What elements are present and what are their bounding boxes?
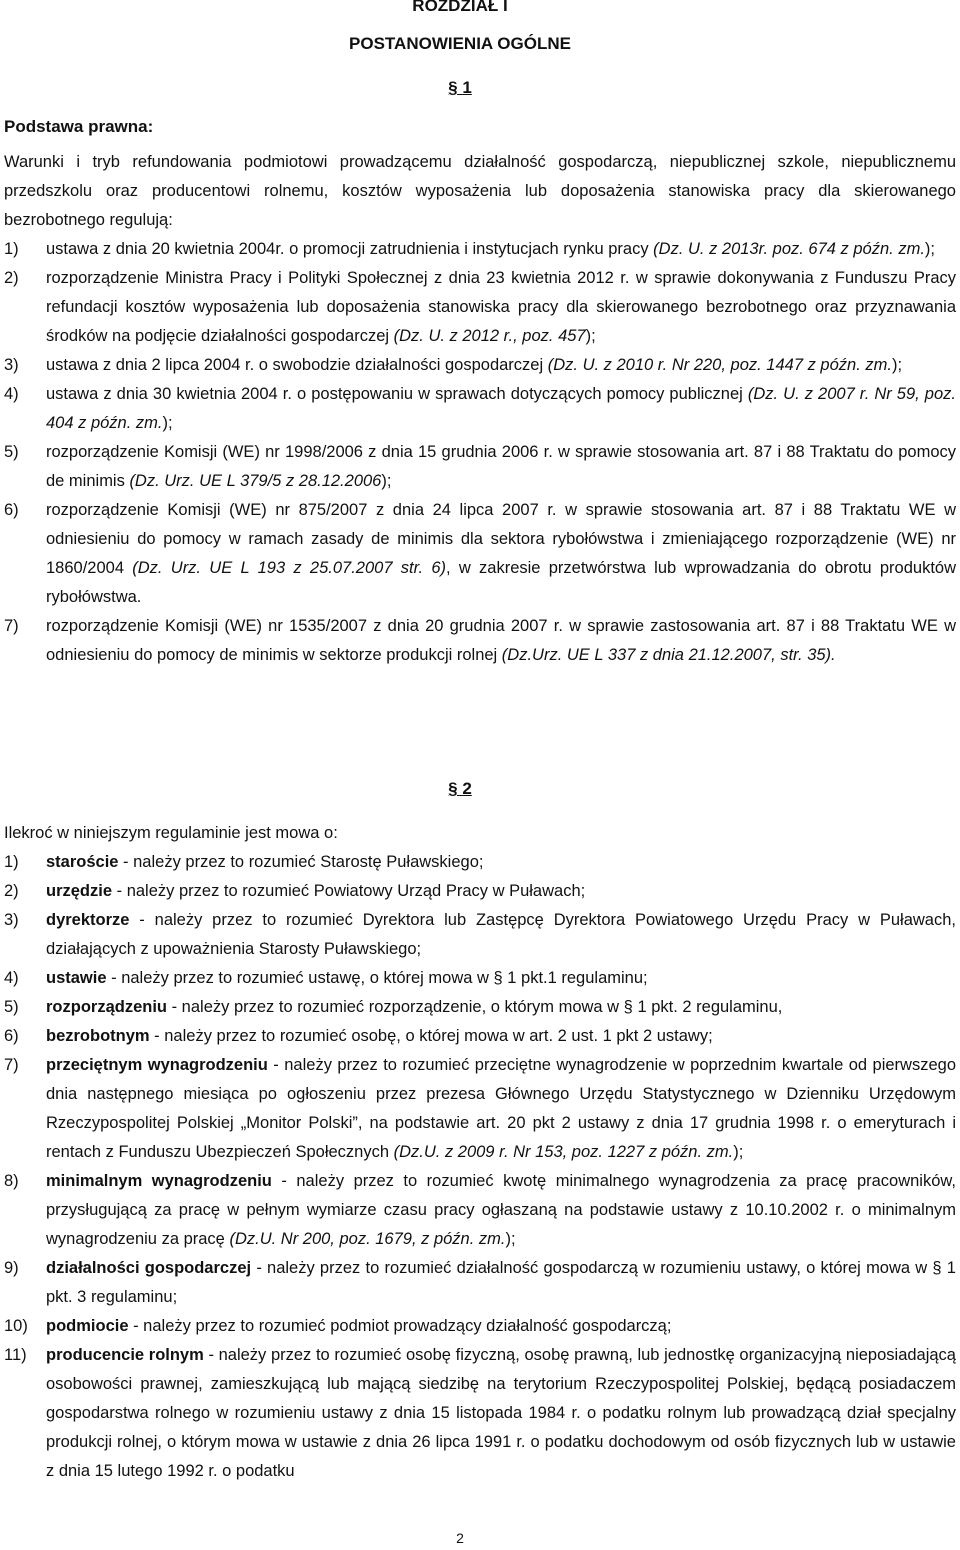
definition-item — [4, 964, 956, 993]
legal-basis-heading: Podstawa prawna: — [4, 117, 154, 136]
item-number: 3) — [4, 356, 19, 374]
definition-item — [4, 993, 956, 1022]
page-number: 2 — [456, 1530, 464, 1546]
definitions-list — [4, 848, 956, 1486]
item-number: 2) — [4, 882, 19, 900]
item-number: 7) — [4, 1056, 19, 1074]
item-reference: (Dz. U. z 2012 r., poz. 457 — [393, 327, 586, 345]
legal-basis-item — [4, 496, 956, 612]
section-1-intro: Warunki i tryb refundowania podmiotowi prowadzącemu działalność gospodarczą, niepublicznej szkole, niepublicznemu przedszkolu oraz producentowi rolnemu, kosztów wyposażenia lub doposażenia stanowiska pracy dla skierowanego bezrobotnego regulują: — [4, 153, 956, 229]
chapter-title: ROZDZIAŁ I — [412, 0, 508, 15]
section-1-marker: § 1 — [448, 78, 472, 97]
item-number: 5) — [4, 443, 19, 461]
item-number: 4) — [4, 385, 19, 403]
definition-item — [4, 1022, 956, 1051]
item-text: - należy przez to rozumieć osobę, o której mowa w art. 2 ust. 1 pkt 2 ustawy; — [149, 1027, 713, 1045]
defined-term: bezrobotnym — [46, 1027, 150, 1045]
definition-item — [4, 1312, 956, 1341]
section-2-intro: Ilekroć w niniejszym regulaminie jest mowa o: — [4, 824, 338, 842]
defined-term: ustawie — [46, 969, 107, 987]
item-text: rozporządzenie Komisji (WE) nr 1998/2006 z dnia 15 grudnia 2006 r. w sprawie stosowania art. 87 i 88 Traktatu do pomocy de minimis — [46, 443, 956, 490]
item-text: rozporządzenie Ministra Pracy i Polityki Społecznej z dnia 23 kwietnia 2012 r. w sprawie dokonywania z Funduszu Pracy refundacji kosztów wyposażenia lub doposażenia stanowiska pracy dla skierowanego bezrobotnego oraz przyznawania środków na podjęcie działalności gospodarczej — [46, 269, 956, 345]
item-tail: ); — [891, 356, 903, 374]
legal-basis-list — [4, 235, 956, 670]
item-tail: ); — [585, 327, 596, 345]
item-reference: (Dz. Urz. UE L 379/5 z 28.12.2006 — [129, 472, 382, 490]
defined-term: rozporządzeniu — [46, 998, 168, 1016]
item-number: 6) — [4, 1027, 19, 1045]
legal-basis-item — [4, 612, 956, 670]
item-text: - należy przez to rozumieć ustawę, o której mowa w § 1 pkt.1 regulaminu; — [106, 969, 648, 987]
definition-item — [4, 1051, 956, 1167]
defined-term: producencie rolnym — [46, 1346, 204, 1364]
item-text: - należy przez to rozumieć rozporządzenie, o którym mowa w § 1 pkt. 2 regulaminu, — [167, 998, 783, 1016]
item-number: 4) — [4, 969, 19, 987]
item-tail: , w zakresie przetwórstwa lub wprowadzania do obrotu produktów rybołówstwa. — [46, 559, 956, 606]
item-reference: (Dz.Urz. UE L 337 z dnia 21.12.2007, str. 35). — [501, 646, 836, 664]
item-text: - należy przez to rozumieć podmiot prowadzący działalność gospodarczą; — [128, 1317, 672, 1335]
item-text: - należy przez to rozumieć kwotę minimalnego wynagrodzenia za pracę pracowników, przysługującą za pracę w pełnym wymiarze czasu pracy ogłaszaną na podstawie ustawy z 10.10.2002 r. o minimalnym wynagrodzeniu za pracę — [46, 1172, 956, 1248]
definition-item — [4, 848, 956, 877]
item-reference: (Dz.U. Nr 200, poz. 1679, z późn. zm. — [224, 1230, 506, 1248]
item-text: ustawa z dnia 2 lipca 2004 r. o swobodzie działalności gospodarczej — [46, 356, 548, 374]
item-tail: ); — [924, 240, 936, 258]
item-text: ustawa z dnia 30 kwietnia 2004 r. o postępowaniu w sprawach dotyczących pomocy publicznej — [46, 385, 748, 403]
definition-item — [4, 877, 956, 906]
defined-term: przeciętnym wynagrodzeniu — [46, 1056, 268, 1074]
item-number: 1) — [4, 853, 19, 871]
item-text: - należy przez to rozumieć działalność gospodarczą w rozumieniu ustawy, o której mowa w § 1 pkt. 3 regulaminu; — [46, 1259, 956, 1306]
item-text: ustawa z dnia 20 kwietnia 2004r. o promocji zatrudnienia i instytucjach rynku pracy — [46, 240, 654, 258]
item-reference: (Dz. U. z 2007 r. Nr 59, poz. 404 z późn. zm. — [46, 385, 956, 432]
item-tail: ); — [733, 1143, 744, 1161]
item-number: 6) — [4, 501, 19, 519]
item-number: 8) — [4, 1172, 19, 1190]
item-number: 5) — [4, 998, 19, 1016]
legal-basis-item — [4, 235, 956, 264]
item-text: - należy przez to rozumieć Dyrektora lub Zastępcę Dyrektora Powiatowego Urzędu Pracy w Puławach, działających z upoważnienia Starosty Puławskiego; — [46, 911, 956, 958]
defined-term: działalności gospodarczej — [46, 1259, 252, 1277]
definition-item — [4, 1254, 956, 1312]
definition-item — [4, 1167, 956, 1254]
item-tail: ); — [505, 1230, 516, 1248]
defined-term: dyrektorze — [46, 911, 130, 929]
item-number: 2) — [4, 269, 19, 287]
item-number: 1) — [4, 240, 19, 258]
item-number: 11) — [4, 1346, 27, 1364]
legal-basis-item — [4, 380, 956, 438]
defined-term: podmiocie — [46, 1317, 129, 1335]
item-reference: (Dz. Urz. UE L 193 z 25.07.2007 str. 6) — [132, 559, 446, 577]
legal-basis-item — [4, 438, 956, 496]
section-2-marker: § 2 — [448, 779, 472, 798]
item-reference: (Dz.U. z 2009 r. Nr 153, poz. 1227 z późn. zm. — [389, 1143, 734, 1161]
legal-basis-item — [4, 351, 956, 380]
item-text: - należy przez to rozumieć osobę fizyczną, osobę prawną, lub jednostkę organizacyjną nieposiadającą osobowości prawnej, zamieszkującą lub mającą siedzibę na terytorium Rzeczypospolitej Polskiej, będącą posiadaczem gospodarstwa rolnego w rozumieniu ustawy z dnia 15 listopada 1984 r. o podatku rolnym lub prowadzącą dział specjalny produkcji rolnej, o którym mowa w ustawie z dnia 26 lipca 1991 r. o podatku dochodowym od osób fizycznych lub w ustawie z dnia 15 lutego 1992 r. o podatku — [46, 1346, 956, 1480]
item-number: 10) — [4, 1317, 28, 1335]
item-number: 7) — [4, 617, 19, 635]
item-number: 9) — [4, 1259, 19, 1277]
item-text: - należy przez to rozumieć Starostę Puławskiego; — [118, 853, 484, 871]
item-tail: ); — [381, 472, 392, 490]
item-tail: ); — [162, 414, 173, 432]
defined-term: minimalnym wynagrodzeniu — [46, 1172, 272, 1190]
definition-item — [4, 1341, 956, 1486]
item-text: rozporządzenie Komisji (WE) nr 1535/2007 z dnia 20 grudnia 2007 r. w sprawie zastosowania art. 87 i 88 Traktatu WE w odniesieniu do pomocy de minimis w sektorze produkcji rolnej — [46, 617, 956, 664]
defined-term: staroście — [46, 853, 119, 871]
item-reference: (Dz. U. z 2013r. poz. 674 z późn. zm. — [653, 240, 925, 258]
legal-basis-item — [4, 264, 956, 351]
definition-item — [4, 906, 956, 964]
defined-term: urzędzie — [46, 882, 113, 900]
chapter-subtitle: POSTANOWIENIA OGÓLNE — [349, 34, 571, 53]
item-number: 3) — [4, 911, 19, 929]
item-text: - należy przez to rozumieć przeciętne wynagrodzenie w poprzednim kwartale od pierwszego dnia następnego miesiąca po ogłoszeniu przez prezesa Głównego Urzędu Statystycznego w Dzienniku Urzędowym Rzeczypospolitej Polskiej „Monitor Polski”, na podstawie art. 20 pkt 2 ustawy z dnia 17 grudnia 1998 r. o emeryturach i rentach z Funduszu Ubezpieczeń Społecznych — [46, 1056, 956, 1161]
item-text: - należy przez to rozumieć Powiatowy Urząd Pracy w Puławach; — [112, 882, 586, 900]
item-reference: (Dz. U. z 2010 r. Nr 220, poz. 1447 z późn. zm. — [547, 356, 892, 374]
item-text: rozporządzenie Komisji (WE) nr 875/2007 z dnia 24 lipca 2007 r. w sprawie stosowania art. 87 i 88 Traktatu WE w odniesieniu do pomocy w ramach zasady de minimis dla sektora rybołówstwa i zmieniającego rozporządzenie (WE) nr 1860/2004 — [46, 501, 956, 577]
